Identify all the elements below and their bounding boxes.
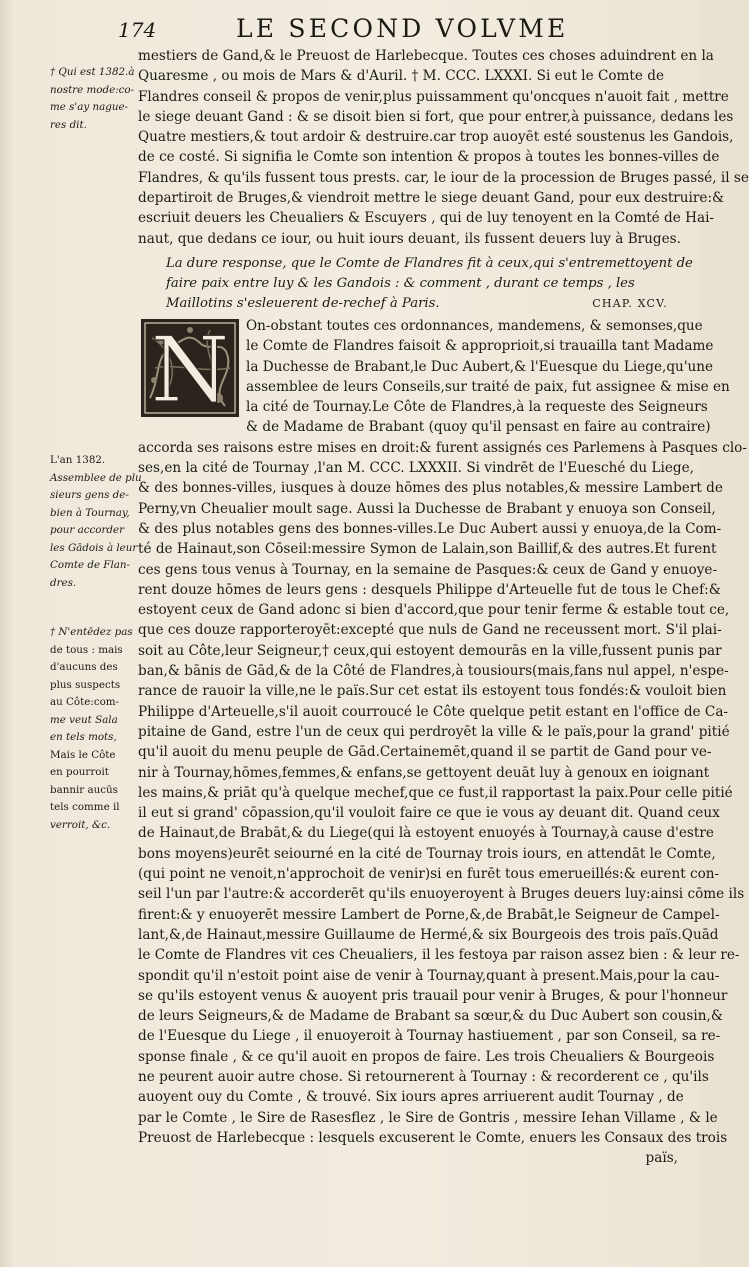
chapter-title-line: Maillotins s'esleuerent de-rechef à Paris.	[166, 296, 440, 311]
text-line: par le Comte , le Sire de Rasesflez , le Sire de Gontris , messire Iehan Villame , & le	[138, 1109, 718, 1126]
margin-note-line: plus suspects	[50, 678, 121, 691]
margin-note-line: Assemblee de plu	[50, 471, 142, 484]
text-line: le Comte de Flandres faisoit & approprioit,si trauailla tant Madame	[246, 338, 714, 355]
text-line: la cité de Tournay.Le Côte de Flandres,à la requeste des Seigneurs	[246, 399, 708, 416]
margin-note-line: au Côte:com-	[50, 696, 120, 708]
margin-note-line: en pourroit	[50, 766, 109, 778]
text-line: ban,& bānis de Gād,& de la Côté de Flandres,à tousiours(mais,fans nul appel, n'espe-	[138, 663, 729, 680]
text-line: le siege deuant Gand : & se disoit bien si fort, que pour entrer,à puissance, dedans les	[138, 108, 734, 125]
margin-note-line: bien à Tournay,	[50, 506, 130, 519]
text-line: ses,en la cité de Tournay ,l'an M. CCC. LXXXII. Si vindrēt de l'Euesché du Liege,	[138, 460, 694, 477]
page-header	[118, 14, 678, 44]
text-line: firent:& y enuoyerēt messire Lambert de Porne,&,de Brabāt,le Seigneur de Campel-	[138, 906, 720, 923]
text-line: Quatre mestiers,& tout ardoir & destruire.car trop auoyēt esté soustenus les Gandois,	[138, 129, 734, 146]
text-line: la Duchesse de Brabant,le Duc Aubert,& l'Euesque du Liege,qu'une	[246, 358, 714, 375]
chapter-title-line: faire paix entre luy & les Gandois : & comment , durant ce temps , les	[166, 276, 635, 291]
margin-note-line: tels comme il	[50, 801, 120, 813]
text-line: païs,	[645, 1150, 678, 1167]
text-line: assemblee de leurs Conseils,sur traité de paix, fut assignee & mise en	[246, 378, 730, 395]
text-line: spondit qu'il n'estoit point aise de venir à Tournay,quant à present.Mais,pour la cau-	[138, 967, 720, 984]
text-line: de Hainaut,de Brabāt,& du Liege(qui là estoyent enuoyés à Tournay,à cause d'estre	[138, 825, 714, 842]
paragraph-opening	[138, 46, 749, 249]
text-line: & des bonnes-villes, iusques à douze hōmes des plus notables,& messire Lambert de	[138, 480, 723, 497]
text-line: Preuost de Harlebecque : lesquels excuserent le Comte, enuers les Consaux des trois	[138, 1129, 728, 1146]
margin-note-line: L'an 1382.	[50, 454, 106, 466]
text-line: se qu'ils estoyent venus & auoyent pris trauail pour venir à Bruges, & pour l'honneur	[138, 987, 728, 1004]
margin-note-2	[50, 452, 142, 592]
text-line: rent douze hōmes de leurs gens : desquels Philippe d'Arteuelle fut de tous le Chef:&	[138, 581, 721, 598]
margin-note-line: bannir aucūs	[50, 783, 118, 796]
margin-note-line: en tels mots,	[50, 731, 117, 743]
margin-note-1	[50, 64, 138, 134]
text-line: ces gens tous venus à Tournay, en la semaine de Pasques:& ceux de Gand y enuoye-	[138, 561, 718, 578]
margin-note-line: dres.	[50, 576, 77, 589]
margin-note-line: res dit.	[50, 118, 87, 131]
text-line: pitaine de Gand, estre l'un de ceux qui perdroyēt la ville & le païs,pour la grand' pitié	[138, 723, 730, 740]
text-line: té de Hainaut,son Cōseil:messire Symon de Lalain,son Baillif,& des autres.Et furent	[138, 541, 717, 558]
margin-note-line: pour accorder	[50, 524, 125, 536]
text-line: lant,&,de Hainaut,messire Guillaume de Hermé,& six Bourgeois des trois païs.Quād	[138, 926, 719, 943]
chapter-title-line: La dure response, que le Comte de Flandres fit à ceux,qui s'entremettoyent de	[166, 256, 693, 271]
text-line: auoyent ouy du Comte , & trouvé. Six iours apres arriuerent audit Tournay , de	[138, 1089, 684, 1106]
text-line: Philippe d'Arteuelle,s'il auoit courroucé le Côte quelque petit estant en l'office de Ca-	[138, 703, 729, 720]
text-line: naut, que dedans ce iour, ou huit iours deuant, ils fussent deuers luy à Bruges.	[138, 230, 681, 247]
text-line: bons moyens)eurēt seiourné en la cité de Tournay trois iours, en attendāt le Comte,	[138, 845, 716, 862]
margin-note-3	[50, 624, 138, 834]
text-line: ne peurent auoir autre chose. Si retournerent à Tournay : & recorderent ce , qu'ils	[138, 1068, 709, 1085]
text-line: de l'Euesque du Liege , il enuoyeroit à Tournay hastiuement , par son Conseil, sa re-	[138, 1028, 721, 1045]
text-line: escriuit deuers les Cheualiers & Escuyers , qui de luy tenoyent en la Comté de Hai-	[138, 210, 715, 227]
text-line: departiroit de Bruges,& viendroit mettre le siege deuant Gand, pour eux destruire:&	[138, 190, 725, 207]
text-line: Quaresme , ou mois de Mars & d'Auril. † M. CCC. LXXXI. Si eut le Comte de	[138, 68, 664, 85]
paragraph-main	[138, 316, 747, 1168]
text-line: sponse finale , & ce qu'il auoit en propos de faire. Les trois Cheualiers & Bourgeois	[138, 1048, 715, 1065]
text-line: les mains,& priāt qu'à quelque mechef,que ce fust,il rapportast la paix.Pour celle pitié	[138, 784, 733, 801]
text-line: de ce costé. Si signifia le Comte son intention & propos à toutes les bonnes-villes de	[138, 149, 720, 166]
text-line: nir à Tournay,hōmes,femmes,& enfans,se gettoyent deuāt luy à genoux en ioignant	[138, 764, 710, 781]
text-line: Flandres conseil & propos de venir,plus puissamment qu'oncques n'auoit fait , mettre	[138, 88, 729, 105]
text-line: le Comte de Flandres vit ces Cheualiers, il les festoya par raison assez bien : & leur re-	[138, 947, 740, 964]
text-line: rance de rauoir la ville,ne le païs.Sur cet estat ils estoyent tous fondés:& vouloit bien	[138, 683, 727, 700]
margin-note-line: les Gādois à leur	[50, 541, 138, 554]
margin-note-line: Comte de Flan-	[50, 559, 130, 571]
text-line: que ces douze rapporteroyēt:excepté que nuls de Gand ne receussent mort. S'il plai-	[138, 622, 722, 639]
running-head: LE SECOND VOLVME	[236, 14, 569, 43]
text-line: (qui point ne venoit,n'approchoit de venir)si en furēt tous emerueillés:& eurent con-	[138, 866, 720, 883]
margin-note-line: † Qui est 1382.à	[50, 66, 135, 78]
text-line: estoyent ceux de Gand adonc si bien d'accord,que pour tenir ferme & estable tout ce,	[138, 602, 730, 619]
text-line: soit au Côte,leur Seigneur,† ceux,qui estoyent demourās en la ville,fussent punis par	[138, 642, 722, 659]
margin-note-line: † N'entēdez pas	[50, 626, 133, 638]
text-line: & des plus notables gens des bonnes-villes.Le Duc Aubert aussi y enuoya,de la Com-	[138, 520, 722, 537]
text-line: On-obstant toutes ces ordonnances, mandemens, & semonses,que	[246, 318, 703, 334]
text-line: il eut si grand' cōpassion,qu'il vouloit faire ce que ie vous ay deuant dit. Quand ceux	[138, 805, 720, 822]
text-line: Flandres, & qu'ils fussent tous prests. car, le iour de la procession de Bruges passé, il se	[138, 169, 749, 186]
drop-cap-letter: N	[150, 318, 230, 423]
margin-note-line: me veut Sala	[50, 713, 118, 726]
margin-note-line: Mais le Côte	[50, 748, 116, 761]
chapter-number: CHAP. XCV.	[592, 297, 668, 310]
margin-note-line: nostre mode:co-	[50, 83, 135, 96]
margin-note-line: sieurs gens de-	[50, 489, 129, 501]
text-line: seil l'un par l'autre:& accorderēt qu'ils enuoyeroyent à Bruges deuers luy:ainsi cōme ils	[138, 886, 745, 903]
margin-note-line: verroit, &c.	[50, 818, 111, 831]
text-line: de leurs Seigneurs,& de Madame de Brabant sa sœur,& du Duc Aubert son cousin,&	[138, 1008, 723, 1025]
margin-note-line: de tous : mais	[50, 643, 123, 656]
text-line: qu'il auoit du menu peuple de Gād.Certainemēt,quand il se partit de Gand pour ve-	[138, 744, 712, 761]
text-line: mestiers de Gand,& le Preuost de Harlebecque. Toutes ces choses aduindrent en la	[138, 48, 714, 64]
margin-note-line: me s'ay nague-	[50, 101, 129, 113]
text-line: & de Madame de Brabant (quoy qu'il pensast en faire au contraire)	[246, 419, 711, 436]
text-line: Perny,vn Cheualier moult sage. Aussi la Duchesse de Brabant y enuoya son Conseil,	[138, 500, 716, 517]
margin-note-line: d'aucuns des	[50, 661, 118, 673]
text-line: accorda ses raisons estre mises en droit:& furent assignés ces Parlemens à Pasques clo-	[138, 439, 747, 456]
page-number: 174	[118, 18, 157, 42]
chapter-heading	[166, 254, 693, 314]
